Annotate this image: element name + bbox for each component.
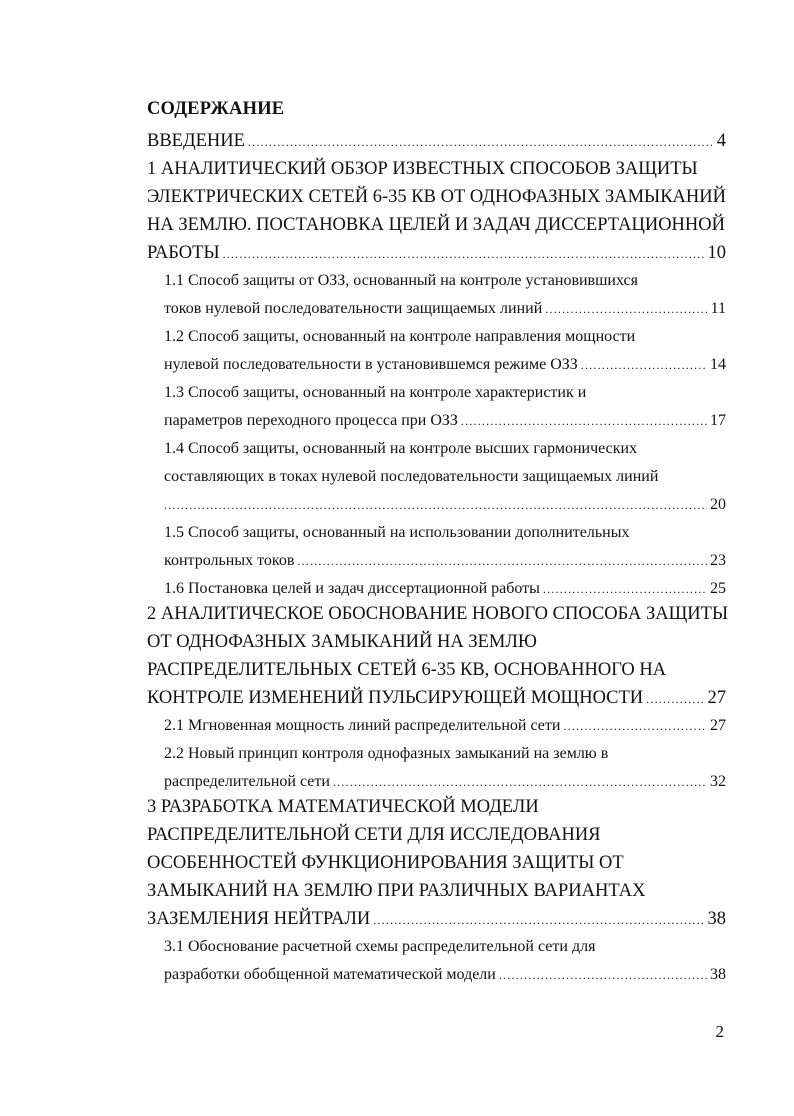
toc-entry-text: 2.2 Новый принцип контроля однофазных замыканий на землю в — [164, 745, 609, 762]
toc-entry-chapter-2[interactable] — [147, 656, 726, 684]
toc-entry-chapter-1[interactable] — [147, 211, 726, 239]
toc-entry-text: ЗАМЫКАНИЙ НА ЗЕМЛЮ ПРИ РАЗЛИЧНЫХ ВАРИАНТАХ — [147, 881, 646, 901]
dot-leader — [581, 351, 707, 379]
toc-entry-text: РАСПРЕДЕЛИТЕЛЬНОЙ СЕТИ ДЛЯ ИССЛЕДОВАНИЯ — [147, 825, 601, 845]
dot-leader — [373, 906, 704, 934]
toc-entry-text: 2 АНАЛИТИЧЕСКОЕ ОБОСНОВАНИЕ НОВОГО СПОСОБА ЗАЩИТЫ — [147, 604, 729, 624]
toc-entry-text: ОТ ОДНОФАЗНЫХ ЗАМЫКАНИЙ НА ЗЕМЛЮ — [147, 632, 537, 652]
toc-entry-chapter-3[interactable] — [147, 793, 726, 821]
toc-entry-chapter-2[interactable] — [147, 684, 726, 712]
toc-entry-section-1-4[interactable] — [164, 435, 726, 463]
toc-entry-chapter-2[interactable] — [147, 600, 729, 628]
toc-page-number: 20 — [710, 496, 726, 513]
toc-entry-text: ОСОБЕННОСТЕЙ ФУНКЦИОНИРОВАНИЯ ЗАЩИТЫ ОТ — [147, 853, 624, 873]
toc-entry-section-3-1[interactable] — [164, 933, 726, 961]
toc-entry-text: нулевой последовательности в установившемся режиме ОЗЗ — [164, 356, 578, 373]
toc-entry-text: 3 РАЗРАБОТКА МАТЕМАТИЧЕСКОЙ МОДЕЛИ — [147, 797, 539, 817]
toc-entry-text: составляющих в токах нулевой последовательности защищаемых линий — [164, 468, 659, 485]
toc-entry-text: 3.1 Обоснование расчетной схемы распределительной сети для — [164, 938, 596, 955]
toc-page-number: 11 — [710, 300, 726, 317]
page-number: 2 — [715, 1022, 724, 1041]
toc-entry-chapter-3[interactable] — [147, 821, 726, 849]
toc-entry-text: ВВЕДЕНИЕ — [147, 131, 245, 151]
toc-entry-text: контрольных токов — [164, 552, 295, 569]
dot-leader — [248, 128, 714, 156]
toc-page-number: 23 — [710, 552, 726, 569]
toc-entry-text: 2.1 Мгновенная мощность линий распределительной сети — [164, 717, 561, 734]
toc-entry-text: 1.6 Постановка целей и задач диссертационной работы — [164, 580, 540, 597]
toc-entry-chapter-1[interactable] — [147, 155, 726, 183]
page-title: СОДЕРЖАНИЕ — [147, 99, 285, 119]
dot-leader — [223, 240, 705, 268]
toc-entry-text: РАСПРЕДЕЛИТЕЛЬНЫХ СЕТЕЙ 6-35 КВ, ОСНОВАННОГО НА — [147, 660, 667, 680]
toc-entry-chapter-2[interactable] — [147, 628, 726, 656]
toc-entry-text: ЗАЗЕМЛЕНИЯ НЕЙТРАЛИ — [147, 909, 371, 929]
dot-leader — [545, 295, 707, 323]
toc-entry-section-1-4[interactable] — [164, 463, 726, 491]
toc-entry-text: 1.4 Способ защиты, основанный на контроле высших гармонических — [164, 440, 638, 457]
toc-entry-text: ЭЛЕКТРИЧЕСКИХ СЕТЕЙ 6-35 КВ ОТ ОДНОФАЗНЫХ ЗАМЫКАНИЙ — [147, 187, 726, 207]
toc-entry-text: РАБОТЫ — [147, 243, 220, 263]
toc-page-number: 17 — [710, 412, 726, 429]
toc-page-number: 27 — [707, 688, 726, 708]
toc-entry-text: 1 АНАЛИТИЧЕСКИЙ ОБЗОР ИЗВЕСТНЫХ СПОСОБОВ ЗАЩИТЫ — [147, 159, 698, 179]
toc-entry-chapter-1[interactable] — [147, 183, 726, 211]
toc-entry-introduction[interactable] — [147, 127, 726, 155]
toc-page-number: 38 — [710, 966, 726, 983]
dot-leader — [164, 491, 707, 519]
toc-page-number: 25 — [710, 580, 726, 597]
dot-leader — [646, 685, 704, 713]
toc-entry-text: 1.3 Способ защиты, основанный на контроле характеристик и — [164, 384, 587, 401]
toc-entry-section-1-1[interactable] — [164, 267, 726, 295]
toc-entry-text: 1.1 Способ защиты от ОЗЗ, основанный на контроле установившихся — [164, 272, 638, 289]
toc-entry-text: токов нулевой последовательности защищаемых линий — [164, 300, 543, 317]
toc-entry-text: 1.2 Способ защиты, основанный на контроле направления мощности — [164, 328, 636, 345]
toc-entry-section-1-5[interactable] — [164, 547, 726, 575]
toc-entry-section-1-3[interactable] — [164, 379, 726, 407]
dot-leader — [543, 575, 707, 603]
toc-entry-text: 1.5 Способ защиты, основанный на использовании дополнительных — [164, 524, 630, 541]
toc-entry-text: разработки обобщенной математической модели — [164, 966, 496, 983]
dot-leader — [297, 547, 707, 575]
toc-entry-chapter-3[interactable] — [147, 877, 726, 905]
toc-page-number: 14 — [710, 356, 726, 373]
toc-entry-chapter-3[interactable] — [147, 905, 726, 933]
dot-leader — [499, 961, 707, 989]
dot-leader — [563, 712, 707, 740]
toc-entry-section-2-1[interactable] — [164, 712, 726, 740]
toc-entry-text: распределительной сети — [164, 773, 330, 790]
toc-entry-section-3-1[interactable] — [164, 961, 726, 989]
toc-entry-text: параметров переходного процесса при ОЗЗ — [164, 412, 458, 429]
toc-entry-chapter-1[interactable] — [147, 239, 726, 267]
toc-entry-text: НА ЗЕМЛЮ. ПОСТАНОВКА ЦЕЛЕЙ И ЗАДАЧ ДИССЕРТАЦИОННОЙ — [147, 215, 725, 235]
toc-page-number: 32 — [710, 773, 726, 790]
toc-page-number: 10 — [707, 243, 726, 263]
toc-entry-section-2-2[interactable] — [164, 740, 726, 768]
toc-entry-section-1-2[interactable] — [164, 351, 726, 379]
toc-entry-section-1-4[interactable] — [164, 491, 726, 519]
toc-page-number: 27 — [710, 717, 726, 734]
dot-leader — [461, 407, 707, 435]
toc-entry-section-2-2[interactable] — [164, 768, 726, 796]
toc-entry-chapter-3[interactable] — [147, 849, 726, 877]
toc-page-number: 4 — [716, 131, 726, 151]
toc-entry-section-1-5[interactable] — [164, 519, 726, 547]
toc-entry-section-1-2[interactable] — [164, 323, 726, 351]
toc-entry-text: КОНТРОЛЕ ИЗМЕНЕНИЙ ПУЛЬСИРУЮЩЕЙ МОЩНОСТИ — [147, 688, 644, 708]
toc-entry-section-1-1[interactable] — [164, 295, 726, 323]
toc-entry-section-1-3[interactable] — [164, 407, 726, 435]
toc-entry-section-1-6[interactable] — [164, 575, 726, 603]
dot-leader — [333, 768, 707, 796]
toc-page-number: 38 — [707, 909, 726, 929]
